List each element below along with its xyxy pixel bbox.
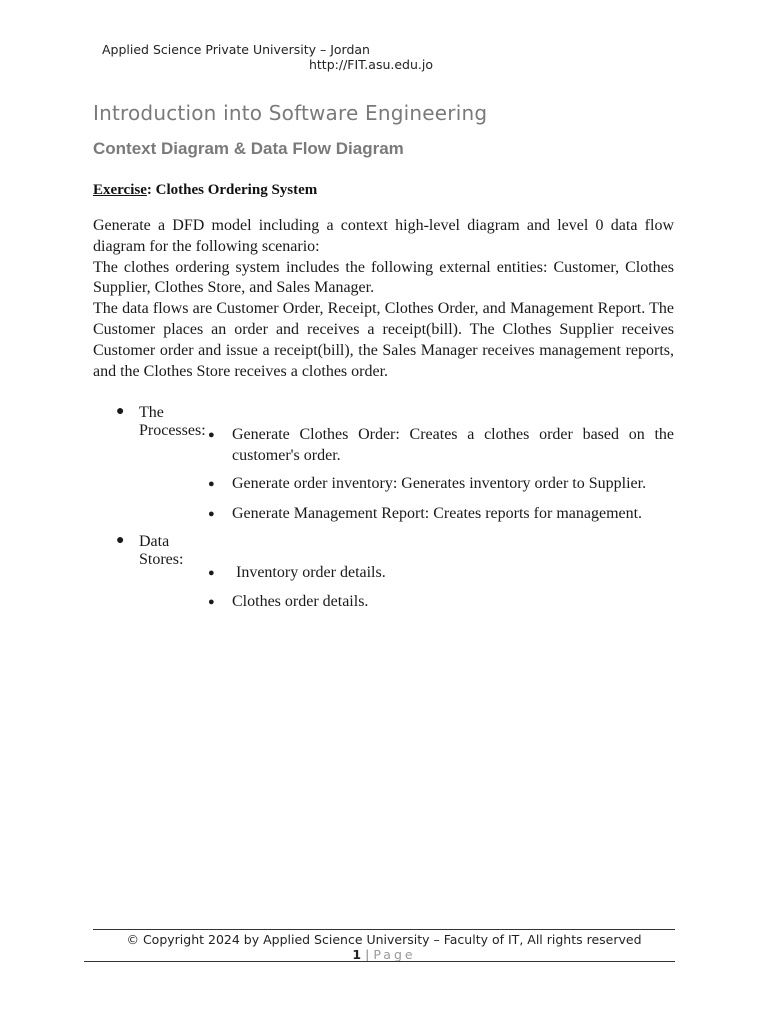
- bullet-icon: ●: [208, 478, 215, 490]
- bullet-icon: ●: [208, 429, 215, 441]
- data-store-item: Clothes order details.: [232, 593, 369, 610]
- scenario-text: [93, 216, 674, 382]
- processes-label: The Processes:: [139, 404, 206, 439]
- exercise-heading: [93, 182, 317, 199]
- header-url: http://FIT.asu.edu.jo: [308, 57, 433, 72]
- bullet-icon: ●: [116, 404, 125, 419]
- page-label: Page: [373, 947, 416, 962]
- page-subtitle: Context Diagram & Data Flow Diagram: [93, 139, 404, 158]
- data-stores-label: Data Stores:: [139, 533, 184, 568]
- process-item: Generate Management Report: Creates reports for management.: [232, 505, 643, 522]
- bullet-icon: ●: [208, 567, 215, 579]
- paragraph-intro: Generate a DFD model including a context high-level diagram and level 0 data flow diagram for the following scenario:: [93, 217, 674, 255]
- paragraph-dataflows: The data flows are Customer Order, Receipt, Clothes Order, and Management Report. The Customer places an order and receives a receipt(bill). The Clothes Supplier receives Customer order and issue a receipt(bill), the Sales Manager receives management reports, and the Clothes Store receives a clothes order.: [93, 300, 674, 380]
- exercise-title: : Clothes Ordering System: [146, 182, 318, 198]
- page-number: 1: [352, 947, 362, 962]
- header-university: Applied Science Private University – Jordan: [102, 42, 370, 57]
- data-store-item: Inventory order details.: [232, 564, 386, 581]
- footer-copyright: © Copyright 2024 by Applied Science University – Faculty of IT, All rights reserved: [126, 932, 642, 947]
- page-separator: |: [365, 947, 370, 962]
- bullet-icon: ●: [116, 533, 125, 548]
- exercise-label: Exercise: [93, 182, 147, 198]
- bullet-icon: ●: [208, 508, 215, 520]
- process-item: Generate Clothes Order: Creates a clothes order based on the customer's order.: [232, 426, 674, 464]
- bullet-icon: ●: [208, 596, 215, 608]
- paragraph-entities: The clothes ordering system includes the following external entities: Customer, Clothes Supplier, Clothes Store, and Sales Manager.: [93, 258, 674, 297]
- page-title: Introduction into Software Engineering: [93, 101, 488, 125]
- footer-divider-top: [93, 929, 675, 930]
- footer-divider-bottom: [84, 961, 675, 962]
- footer-page-number: [0, 947, 768, 962]
- process-item: Generate order inventory: Generates inventory order to Supplier.: [232, 475, 647, 492]
